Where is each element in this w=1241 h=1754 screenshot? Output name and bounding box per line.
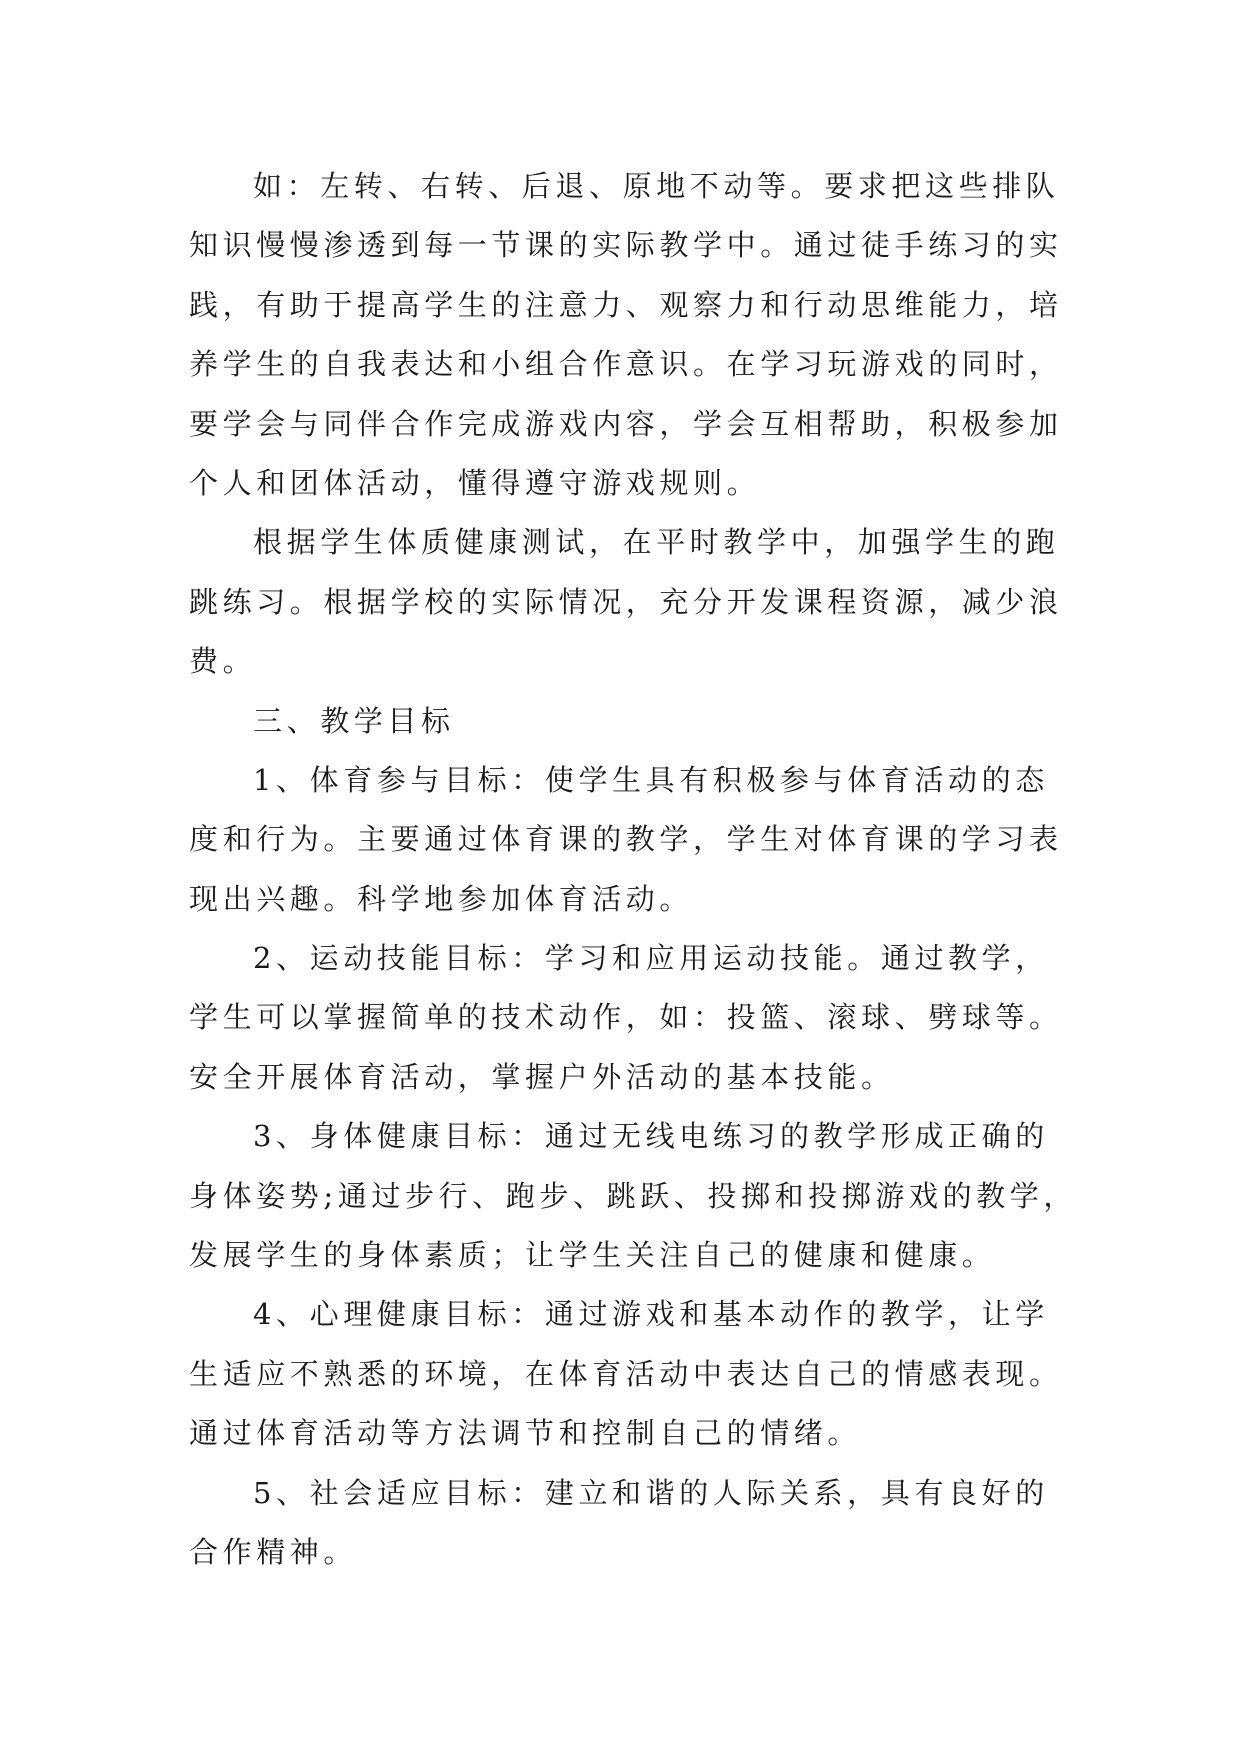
section-heading: 三、教学目标 bbox=[253, 703, 455, 738]
text-line: 5、社会适应目标：建立和谐的人际关系，具有良好的 bbox=[253, 1475, 1049, 1510]
text-line: 合作精神。 bbox=[189, 1534, 358, 1569]
text-line: 践，有助于提高学生的注意力、观察力和行动思维能力，培 bbox=[189, 287, 1063, 322]
text-line: 发展学生的身体素质；让学生关注自己的健康和健康。 bbox=[189, 1238, 996, 1273]
text-line: 3、身体健康目标：通过无线电练习的教学形成正确的 bbox=[253, 1119, 1049, 1154]
text-line: 通过体育活动等方法调节和控制自己的情绪。 bbox=[189, 1416, 862, 1451]
text-line: 个人和团体活动，懂得遵守游戏规则。 bbox=[189, 465, 761, 500]
text-line: 生适应不熟悉的环境，在体育活动中表达自己的情感表现。 bbox=[189, 1356, 1063, 1391]
text-line: 安全开展体育活动，掌握户外活动的基本技能。 bbox=[189, 1059, 895, 1094]
text-line: 跳练习。根据学校的实际情况，充分开发课程资源，减少浪 bbox=[189, 584, 1063, 619]
text-line: 4、心理健康目标：通过游戏和基本动作的教学，让学 bbox=[253, 1297, 1049, 1332]
text-line: 现出兴趣。科学地参加体育活动。 bbox=[189, 881, 694, 916]
text-line: 要学会与同伴合作完成游戏内容，学会互相帮助，积极参加 bbox=[189, 406, 1063, 441]
document-body bbox=[189, 157, 1077, 1582]
text-line: 学生可以掌握简单的技术动作，如：投篮、滚球、劈球等。 bbox=[189, 1000, 1063, 1035]
text-line: 费。 bbox=[189, 644, 257, 679]
text-line: 养学生的自我表达和小组合作意识。在学习玩游戏的同时， bbox=[189, 347, 1063, 382]
text-line: 根据学生体质健康测试，在平时教学中，加强学生的跑 bbox=[253, 525, 1060, 560]
text-line: 知识慢慢渗透到每一节课的实际教学中。通过徒手练习的实 bbox=[189, 228, 1063, 263]
text-line: 2、运动技能目标：学习和应用运动技能。通过教学， bbox=[253, 941, 1049, 976]
text-line: 身体姿势;通过步行、跑步、跳跃、投掷和投掷游戏的教学， bbox=[189, 1178, 1077, 1213]
text-line: 如：左转、右转、后退、原地不动等。要求把这些排队 bbox=[253, 169, 1060, 203]
text-line: 1、体育参与目标：使学生具有积极参与体育活动的态 bbox=[253, 762, 1049, 797]
text-line: 度和行为。主要通过体育课的教学，学生对体育课的学习表 bbox=[189, 822, 1063, 857]
